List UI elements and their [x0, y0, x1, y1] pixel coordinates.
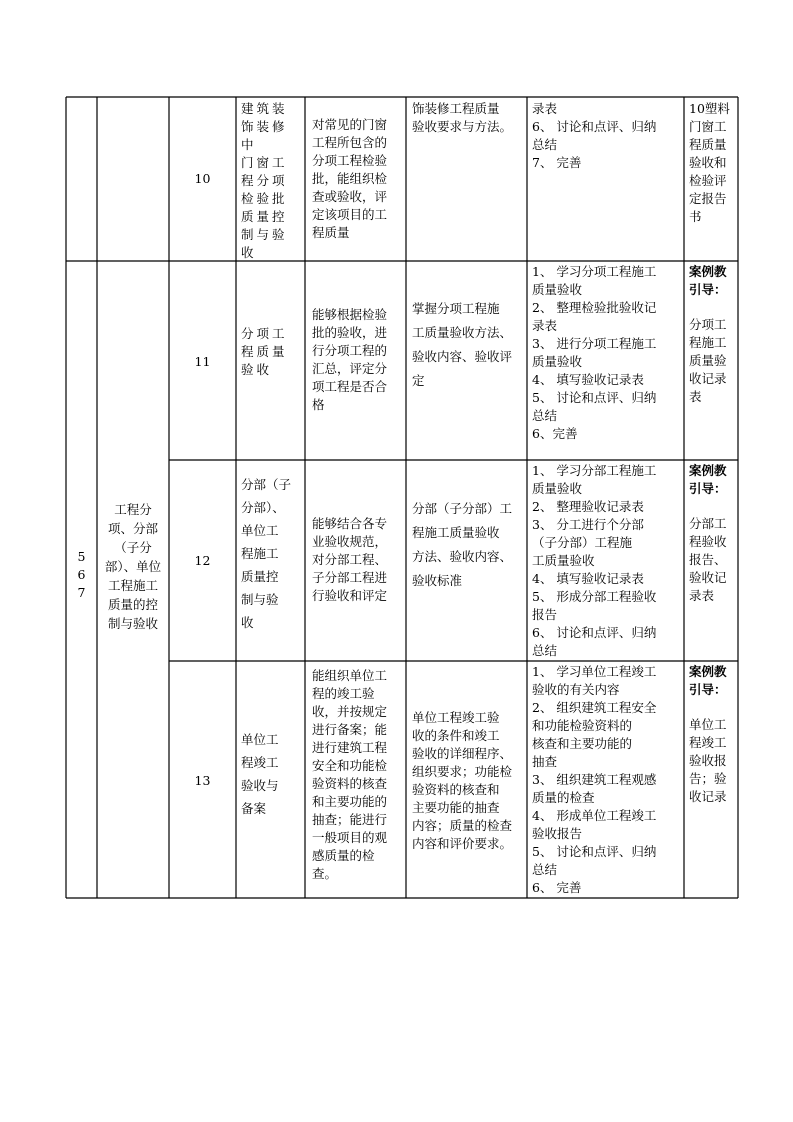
- row13-ability: 能组织单位工 程的竣工验 收，并按规定 进行备案；能 进行建筑工程 安全和功能检 验资料的核查 和主要功能的 抽查；能进行 一般项目的观 感质量的检 查。: [312, 668, 388, 881]
- row12-ability: 能够结合各专 业验收规范， 对分部工程、 子分部工程进 行验收和评定: [312, 516, 388, 603]
- row13-case: 单位工 程竣工 验收报 告；验 收记录: [689, 717, 727, 804]
- row12-case-title: 案例教 引导：: [689, 463, 727, 496]
- row13-activities: 1、 学习单位工程竣工 验收的有关内容 2、 组织建筑工程安全 和功能检验资料的 核查和主要功能的 抽查 3、 组织建筑工程观感 质量的检查 4、 形成单位工程竣工 验收报告 5、 讨论和点评、归纳 总结 6、 完善: [532, 664, 657, 895]
- row10-activities: 录表 6、 讨论和点评、归纳 总结 7、 完善: [532, 101, 657, 170]
- row13-number: 13: [194, 773, 211, 788]
- row10-knowledge: 饰装修工程质量 验收要求与方法。: [412, 101, 513, 134]
- section-hours: 5 6 7: [77, 549, 86, 600]
- row10-ability: 对常见的门窗 工程所包含的 分项工程检验 批，能组织检 查或验收，评 定该项目的工 程质量: [312, 117, 388, 240]
- row11-ability: 能够根据检验 批的验收，进 行分项工程的 汇总，评定分 项工程是否合 格: [312, 307, 388, 412]
- row11-case-title: 案例教 引导：: [689, 264, 727, 297]
- row12-content: 分部（子 分部）、 单位工 程施工 质量控 制与验 收: [241, 477, 292, 630]
- section-title: 工程分 项、分部 （子分 部）、单位 工程施工 质量的控 制与验收: [104, 502, 162, 631]
- row12-number: 12: [194, 553, 211, 568]
- row13-case-title: 案例教 引导：: [689, 664, 727, 697]
- row11-case: 分项工 程施工 质量验 收记录 表: [689, 317, 727, 404]
- row11-number: 11: [194, 354, 211, 369]
- row12-knowledge: 分部（子分部）工 程施工质量验收 方法、验收内容、 验收标准: [412, 501, 513, 588]
- row10-case: 10塑料 门窗工 程质量 验收和 检验评 定报告 书: [689, 101, 730, 224]
- row10-number: 10: [194, 171, 211, 186]
- row10-content: 建筑装 饰装修中 门窗工 程分项 检验批 质量控 制与验 收: [241, 101, 288, 260]
- row13-content: 单位工 程竣工 验收与 备案: [241, 732, 279, 816]
- row13-knowledge: 单位工程竣工验 收的条件和竣工 验收的详细程序、 组织要求；功能检 验资料的核查和 主要功能的抽查 内容；质量的检查 内容和评价要求。: [412, 710, 513, 851]
- row12-case: 分部工 程验收 报告、 验收记 录表: [689, 516, 727, 603]
- row11-knowledge: 掌握分项工程施 工质量验收方法、 验收内容、验收评 定: [412, 301, 513, 388]
- row12-activities: 1、 学习分部工程施工 质量验收 2、 整理验收记录表 3、 分工进行个分部 （子分部）工程施 工质量验收 4、 填写验收记录表 5、 形成分部工程验收 报告 6、 讨论和点评、归纳 总结: [532, 463, 657, 658]
- row11-activities: 1、 学习分项工程施工 质量验收 2、 整理检验批验收记 录表 3、 进行分项工程施工 质量验收 4、 填写验收记录表 5、 讨论和点评、归纳 总结 6、完善: [532, 264, 657, 441]
- row11-content: 分项工 程质量 验收: [241, 326, 288, 377]
